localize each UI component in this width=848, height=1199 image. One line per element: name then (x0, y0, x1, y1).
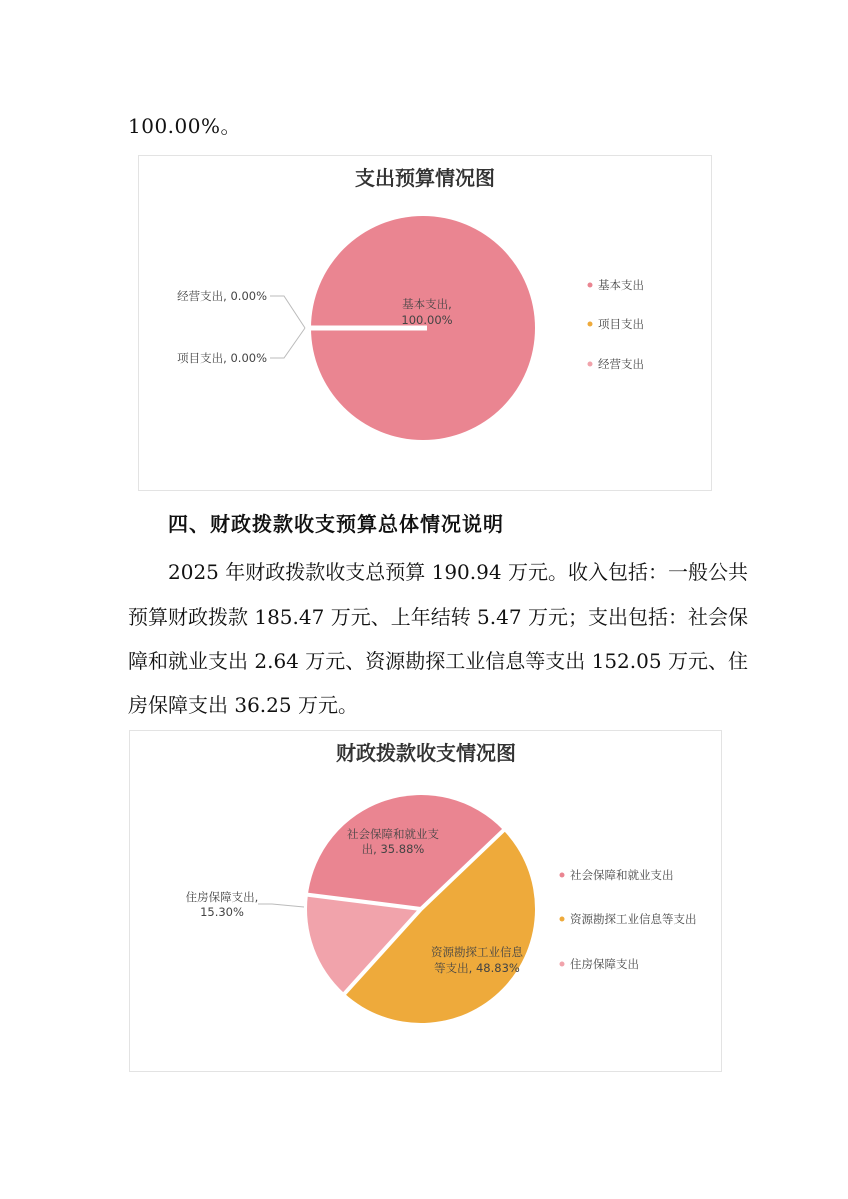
legend (560, 868, 697, 971)
legend-swatch (588, 283, 593, 288)
fiscal-appropriation-chart (129, 730, 722, 1072)
legend-label: 经营支出 (598, 357, 644, 371)
slice-value-resource: 等支出, 48.83% (434, 961, 520, 975)
legend-label: 基本支出 (598, 278, 644, 292)
paragraph-line: 预算财政拨款 185.47 万元、上年结转 5.47 万元；支出包括：社会保 (128, 605, 748, 629)
section-heading: 四、财政拨款收支预算总体情况说明 (168, 512, 504, 536)
legend-label: 项目支出 (598, 317, 644, 331)
chart-title: 财政拨款收支情况图 (336, 741, 516, 765)
legend-label: 住房保障支出 (570, 957, 639, 971)
legend (588, 278, 645, 371)
fiscal-appropriation-pie-svg (130, 731, 721, 1071)
leader-line-project (270, 328, 305, 358)
legend-swatch (560, 917, 565, 922)
slice-label-basic: 基本支出, (402, 297, 452, 311)
leader-line-operating (270, 296, 305, 328)
slice-label-housing: 住房保障支出, (185, 890, 259, 904)
chart-title: 支出预算情况图 (355, 166, 495, 190)
leader-line-housing (258, 904, 304, 907)
paragraph-fragment: 100.00%。 (128, 114, 241, 138)
slice-label-operating: 经营支出, 0.00% (177, 289, 267, 303)
slice-label-resource: 资源勘探工业信息 (431, 945, 523, 959)
legend-label: 社会保障和就业支出 (570, 868, 674, 882)
paragraph-line: 房保障支出 36.25 万元。 (128, 693, 358, 717)
legend-swatch (588, 362, 593, 367)
slice-value-housing: 15.30% (200, 905, 244, 919)
expenditure-budget-pie-svg (139, 156, 711, 490)
legend-swatch (560, 873, 565, 878)
slice-value-basic: 100.00% (401, 313, 453, 327)
paragraph-line: 2025 年财政拨款收支总预算 190.94 万元。收入包括：一般公共 (168, 560, 748, 584)
legend-swatch (560, 962, 565, 967)
paragraph-line: 障和就业支出 2.64 万元、资源勘探工业信息等支出 152.05 万元、住 (128, 649, 748, 673)
slice-label-project: 项目支出, 0.00% (177, 351, 267, 365)
legend-swatch (588, 322, 593, 327)
expenditure-budget-chart (138, 155, 712, 491)
legend-label: 资源勘探工业信息等支出 (570, 912, 697, 926)
slice-value-social: 出, 35.88% (361, 842, 425, 856)
slice-label-social: 社会保障和就业支 (347, 827, 439, 841)
